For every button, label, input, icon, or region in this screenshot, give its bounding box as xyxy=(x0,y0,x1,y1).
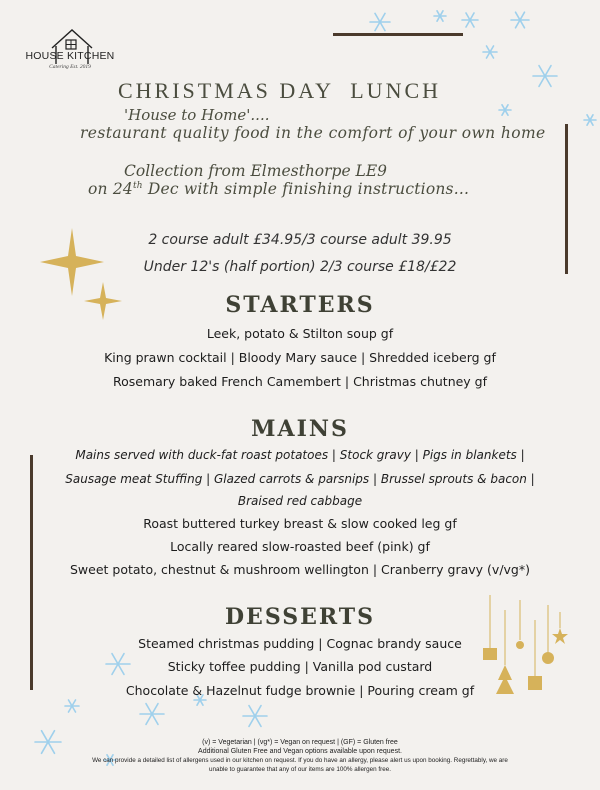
snowflake-icon xyxy=(370,11,596,125)
house-icon xyxy=(22,16,118,80)
list-item: Chocolate & Hazelnut fudge brownie | Pouring cream gf xyxy=(125,683,475,698)
footer-options: Additional Gluten Free and Vegan options available upon request. xyxy=(198,748,402,755)
list-item: Rosemary baked French Camembert | Christmas chutney gf xyxy=(112,374,488,389)
footer-allergen-1: We can provide a detailed list of allergens used in our kitchen on request. If you do have an allergy, please alert us upon booking. Regrettably, we are xyxy=(92,757,508,764)
section-title-desserts: DESSERTS xyxy=(224,604,376,630)
section-title-mains: MAINS xyxy=(251,416,349,442)
list-item: King prawn cocktail | Bloody Mary sauce | Shredded iceberg gf xyxy=(104,350,496,365)
price-line-1: 2 course adult £34.95/3 course adult 39.95 xyxy=(148,232,452,248)
mains-served-line: Sausage meat Stuffing | Glazed carrots & parsnips | Brussel sprouts & bacon | xyxy=(65,472,535,486)
logo-name: HOUSE KITCHEN xyxy=(25,50,115,62)
mains-served-line: Mains served with duck-fat roast potatoes | Stock gravy | Pigs in blankets | xyxy=(75,448,525,462)
footer-allergen-2: unable to guarantee that any of our items are 100% allergen free. xyxy=(208,766,392,773)
right-rule xyxy=(565,124,568,274)
collection-2: on 24th Dec with simple finishing instructions... xyxy=(88,180,470,198)
footer-legend: (v) = Vegetarian | (vg*) = Vegan on request | (GF) = Gluten free xyxy=(202,739,398,746)
tagline-2: restaurant quality food in the comfort of your own home xyxy=(80,124,546,142)
list-item: Sweet potato, chestnut & mushroom wellington | Cranberry gravy (v/vg*) xyxy=(69,562,530,577)
collection-1: Collection from Elmesthorpe LE9 xyxy=(124,162,388,180)
page-title: CHRISTMAS DAY LUNCH xyxy=(118,78,442,103)
price-line-2: Under 12's (half portion) 2/3 course £18/£22 xyxy=(143,259,457,275)
list-item: Steamed christmas pudding | Cognac brandy sauce xyxy=(138,636,462,651)
list-item: Roast buttered turkey breast & slow cooked leg gf xyxy=(143,516,457,531)
section-title-starters: STARTERS xyxy=(225,292,375,318)
mains-served-line: Braised red cabbage xyxy=(237,494,363,508)
logo-sub: Catering Est. 2019 xyxy=(49,64,91,70)
list-item: Leek, potato & Stilton soup gf xyxy=(206,326,394,341)
list-item: Locally reared slow-roasted beef (pink) gf xyxy=(170,539,430,554)
top-rule xyxy=(333,33,463,36)
list-item: Sticky toffee pudding | Vanilla pod custard xyxy=(167,659,433,674)
tagline-1: 'House to Home'.... xyxy=(124,106,270,124)
